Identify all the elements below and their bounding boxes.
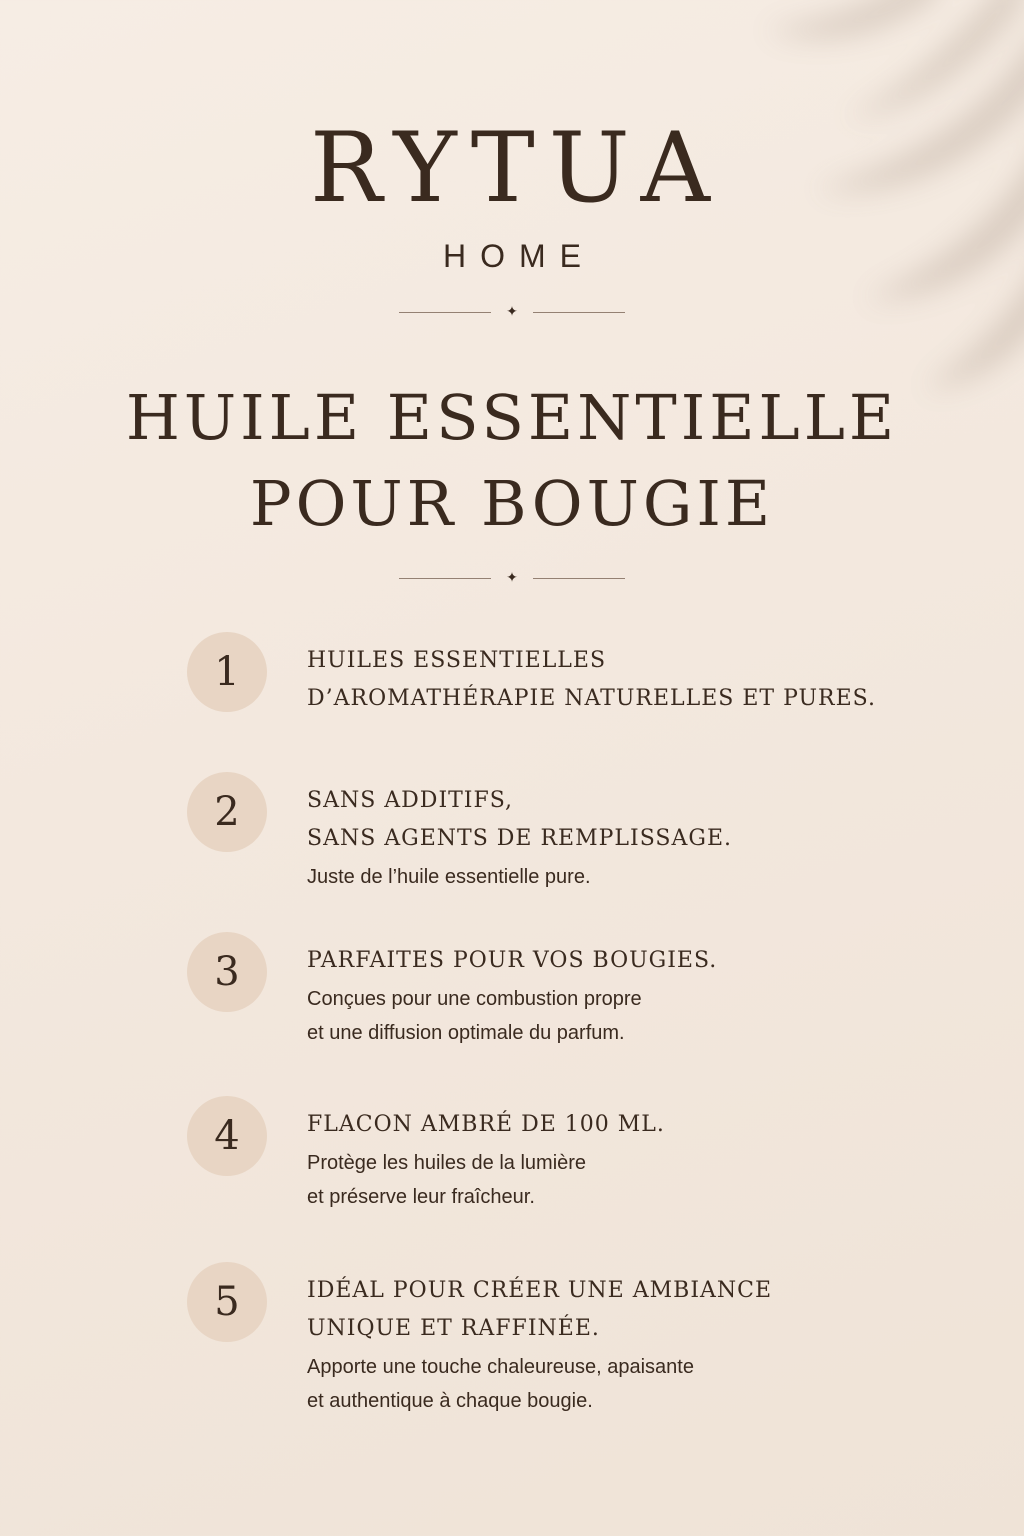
feature-number-badge: 2 bbox=[187, 772, 267, 852]
feature-number-badge: 1 bbox=[187, 632, 267, 712]
feature-item bbox=[187, 1262, 887, 1418]
star-icon: ✦ bbox=[506, 570, 518, 586]
feature-description: et une diffusion optimale du parfum. bbox=[307, 1022, 625, 1044]
divider-bottom bbox=[0, 568, 1024, 588]
divider-line bbox=[399, 312, 491, 313]
feature-heading: SANS ADDITIFS, bbox=[307, 788, 514, 813]
feature-number-badge: 4 bbox=[187, 1096, 267, 1176]
divider-line bbox=[533, 578, 625, 579]
brand-header bbox=[0, 112, 1024, 275]
divider-line bbox=[533, 312, 625, 313]
feature-description: Juste de l’huile essentielle pure. bbox=[307, 866, 591, 888]
divider-top bbox=[0, 302, 1024, 322]
page-title bbox=[0, 375, 1024, 547]
feature-item bbox=[187, 632, 887, 718]
feature-number-badge: 3 bbox=[187, 932, 267, 1012]
title-line-2: POUR BOUGIE bbox=[249, 467, 775, 540]
feature-item bbox=[187, 932, 887, 1050]
star-icon: ✦ bbox=[506, 304, 518, 320]
feature-number-badge: 5 bbox=[187, 1262, 267, 1342]
feature-description: et authentique à chaque bougie. bbox=[307, 1390, 593, 1412]
feature-description: Protège les huiles de la lumière bbox=[307, 1152, 587, 1174]
brand-subtitle: HOME bbox=[443, 238, 595, 274]
feature-description: Conçues pour une combustion propre bbox=[307, 988, 642, 1010]
brand-logo: RYTUA bbox=[309, 112, 724, 224]
feature-heading: IDÉAL POUR CRÉER UNE AMBIANCE bbox=[307, 1278, 773, 1303]
title-line-1: HUILE ESSENTIELLE bbox=[125, 381, 899, 454]
feature-description: Apporte une touche chaleureuse, apaisante bbox=[307, 1356, 694, 1378]
feature-text bbox=[307, 932, 717, 1050]
feature-text bbox=[307, 772, 732, 894]
feature-item bbox=[187, 772, 887, 894]
divider-line bbox=[399, 578, 491, 579]
feature-text bbox=[307, 1096, 665, 1214]
feature-heading: SANS AGENTS DE REMPLISSAGE. bbox=[307, 826, 732, 851]
feature-description: et préserve leur fraîcheur. bbox=[307, 1186, 535, 1208]
feature-heading: D’AROMATHÉRAPIE NATURELLES ET PURES. bbox=[307, 686, 876, 711]
feature-heading: HUILES ESSENTIELLES bbox=[307, 648, 607, 673]
feature-text bbox=[307, 632, 876, 718]
feature-text bbox=[307, 1262, 772, 1418]
feature-heading: FLACON AMBRÉ DE 100 ML. bbox=[307, 1112, 665, 1137]
feature-item bbox=[187, 1096, 887, 1214]
feature-heading: UNIQUE ET RAFFINÉE. bbox=[307, 1316, 600, 1341]
feature-heading: PARFAITES POUR VOS BOUGIES. bbox=[307, 948, 718, 973]
